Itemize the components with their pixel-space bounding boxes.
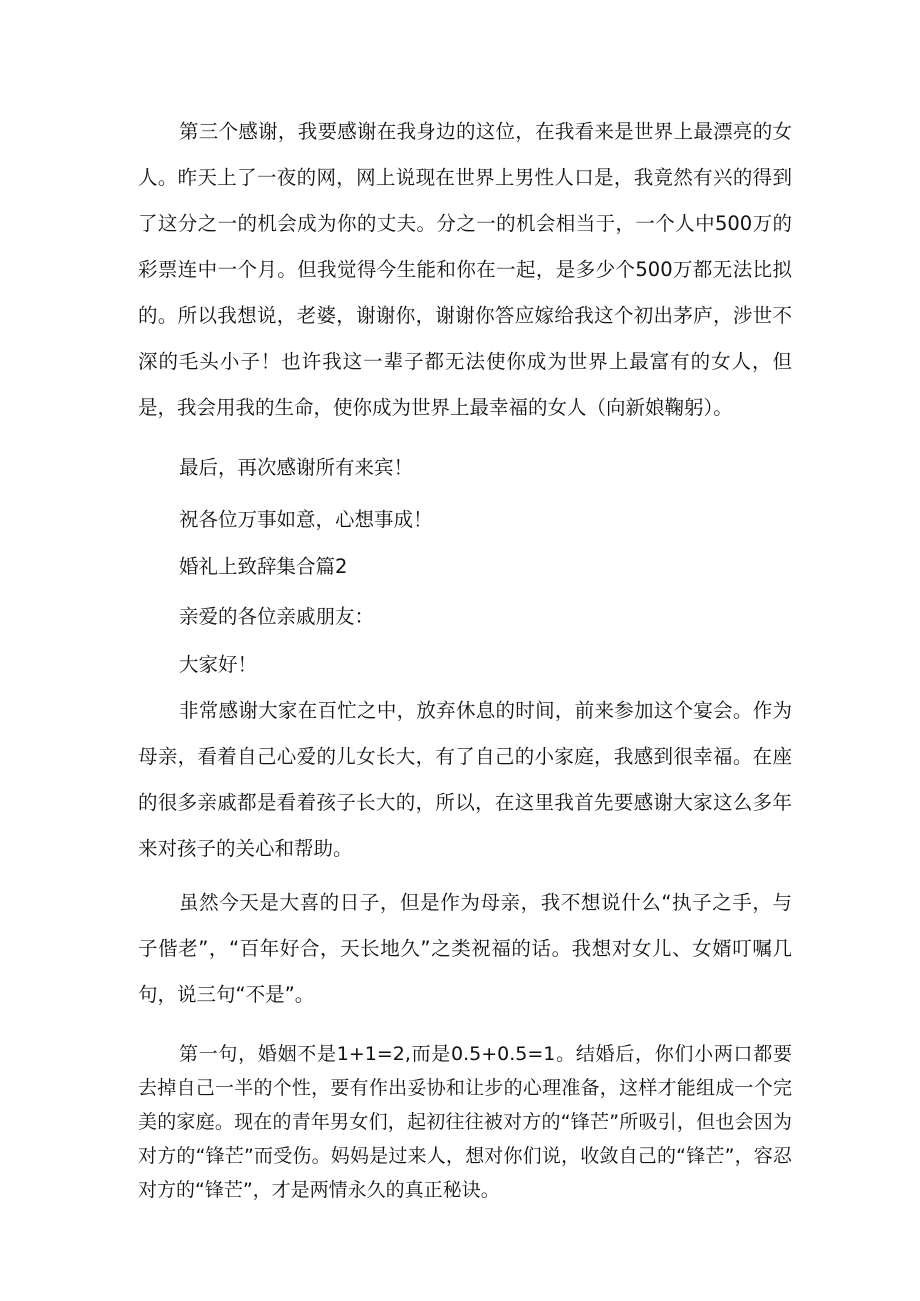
paragraph-wishes: 祝各位万事如意，心想事成！ — [179, 508, 433, 531]
paragraph-hello: 大家好！ — [179, 653, 258, 676]
paragraph-mother-thanks: 非常感谢大家在百忙之中，放弃休息的时间，前来参加这个宴会。作为母亲，看着自己心爱的儿女长大，有了自己的小家庭，我感到很幸福。在座的很多亲戚都是看着孩子长大的，所以，在这里我首先要感谢大家这么多年来对孩子的关心和帮助。 — [138, 699, 792, 860]
paragraph-greeting-relatives: 亲爱的各位亲戚朋友： — [179, 605, 375, 628]
section-heading: 婚礼上致辞集合篇2 — [179, 555, 348, 578]
paragraph-first-point: 第一句，婚姻不是1+1=2,而是0.5+0.5=1。结婚后，你们小两口都要去掉自己一半的个性，要有作出妥协和让步的心理准备，这样才能组成一个完美的家庭。现在的青年男女们，起初往往被对方的“锋芒”所吸引，但也会因为对方的“锋芒”而受伤。妈妈是过来人，想对你们说，收敛自己的“锋芒”，容忍对方的“锋芒”，才是两情永久的真正秘诀。 — [138, 1043, 793, 1201]
paragraph-third-thanks: 第三个感谢，我要感谢在我身边的这位，在我看来是世界上最漂亮的女人。昨天上了一夜的网，网上说现在世界上男性人口是，我竟然有兴的得到了这分之一的机会成为你的丈夫。分之一的机会相当于，一个人中500万的彩票连中一个月。但我觉得今生能和你在一起，是多少个500万都无法比拟的。所以我想说，老婆，谢谢你，谢谢你答应嫁给我这个初出茅庐，涉世不深的毛头小子！也许我这一辈子都无法使你成为世界上最富有的女人，但是，我会用我的生命，使你成为世界上最幸福的女人（向新娘鞠躬）。 — [138, 120, 792, 419]
paragraph-three-nots: 虽然今天是大喜的日子，但是作为母亲，我不想说什么“执子之手，与子偕老”，“百年好合，天长地久”之类祝福的话。我想对女儿、女婿叮嘱几句，说三句“不是”。 — [138, 891, 792, 1006]
paragraph-thanks-guests: 最后，再次感谢所有来宾！ — [179, 456, 414, 479]
